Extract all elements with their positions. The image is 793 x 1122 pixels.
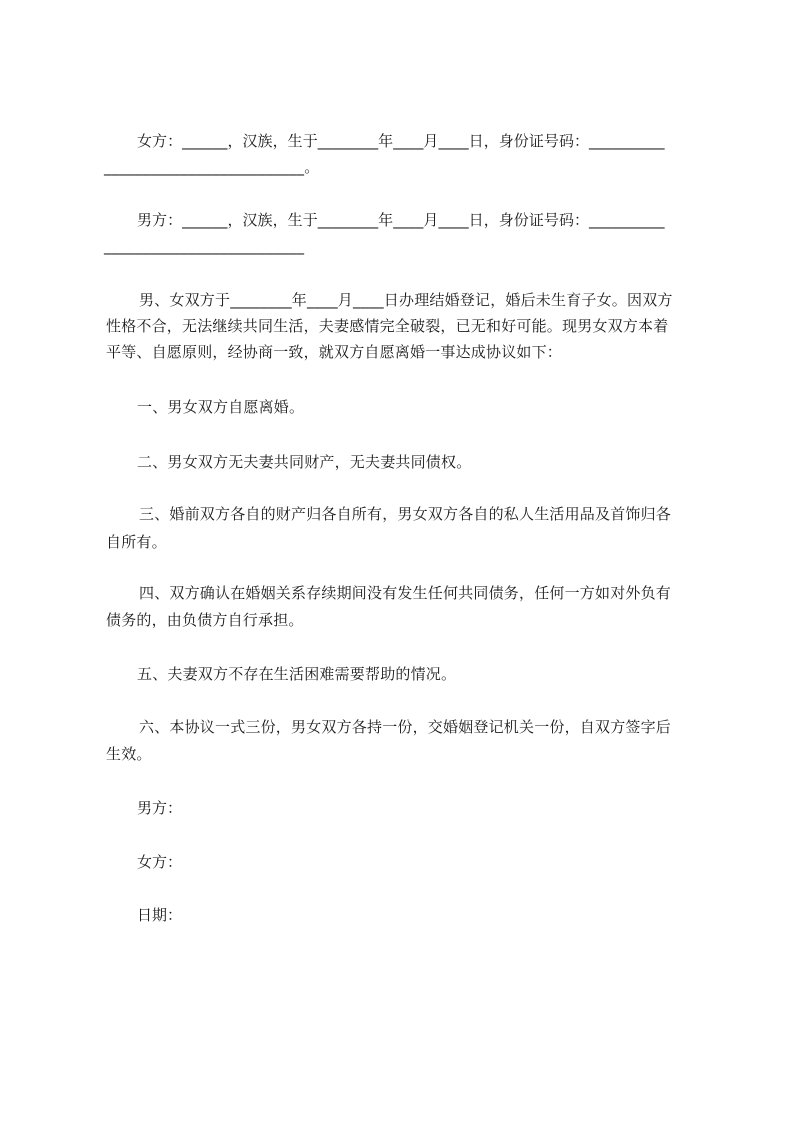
party-female-line2: __________________________。 — [104, 158, 320, 176]
clause-5: 五、夫妻双方不存在生活困难需要帮助的情况。 — [137, 665, 457, 683]
party-male-line1: 男方：______，汉族，生于________年____月____日，身份证号码：__________ — [137, 211, 665, 229]
clause-2: 二、男女双方无夫妻共同财产，无夫妻共同债权。 — [137, 453, 472, 471]
clause-4-line1: 四、双方确认在婚姻关系存续期间没有发生任何共同债务，任何一方如对外负有 — [139, 584, 672, 602]
signature-date-label: 日期： — [137, 906, 183, 924]
clause-6-line2: 生效。 — [106, 745, 152, 763]
clause-3-line2: 自所有。 — [106, 533, 167, 551]
intro-line1: 男、女双方于________年____月____日办理结婚登记，婚后未生育子女。因双方 — [139, 291, 673, 309]
party-female-line1: 女方：______，汉族，生于________年____月____日，身份证号码：__________ — [137, 132, 665, 150]
clause-4-line2: 债务的，由负债方自行承担。 — [106, 611, 304, 629]
intro-line2: 性格不合，无法继续共同生活，夫妻感情完全破裂，已无和好可能。现男女双方本着 — [106, 317, 669, 335]
signature-female-label: 女方： — [137, 853, 183, 871]
intro-line3: 平等、自愿原则，经协商一致，就双方自愿离婚一事达成协议如下： — [106, 343, 563, 361]
clause-6-line1: 六、本协议一式三份，男女双方各持一份，交婚姻登记机关一份，自双方签字后 — [139, 718, 672, 736]
party-male-line2: __________________________ — [104, 237, 305, 255]
signature-male-label: 男方： — [137, 799, 183, 817]
clause-3-line1: 三、婚前双方各自的财产归各自所有，男女双方各自的私人生活用品及首饰归各 — [139, 505, 672, 523]
clause-1: 一、男女双方自愿离婚。 — [137, 398, 305, 416]
